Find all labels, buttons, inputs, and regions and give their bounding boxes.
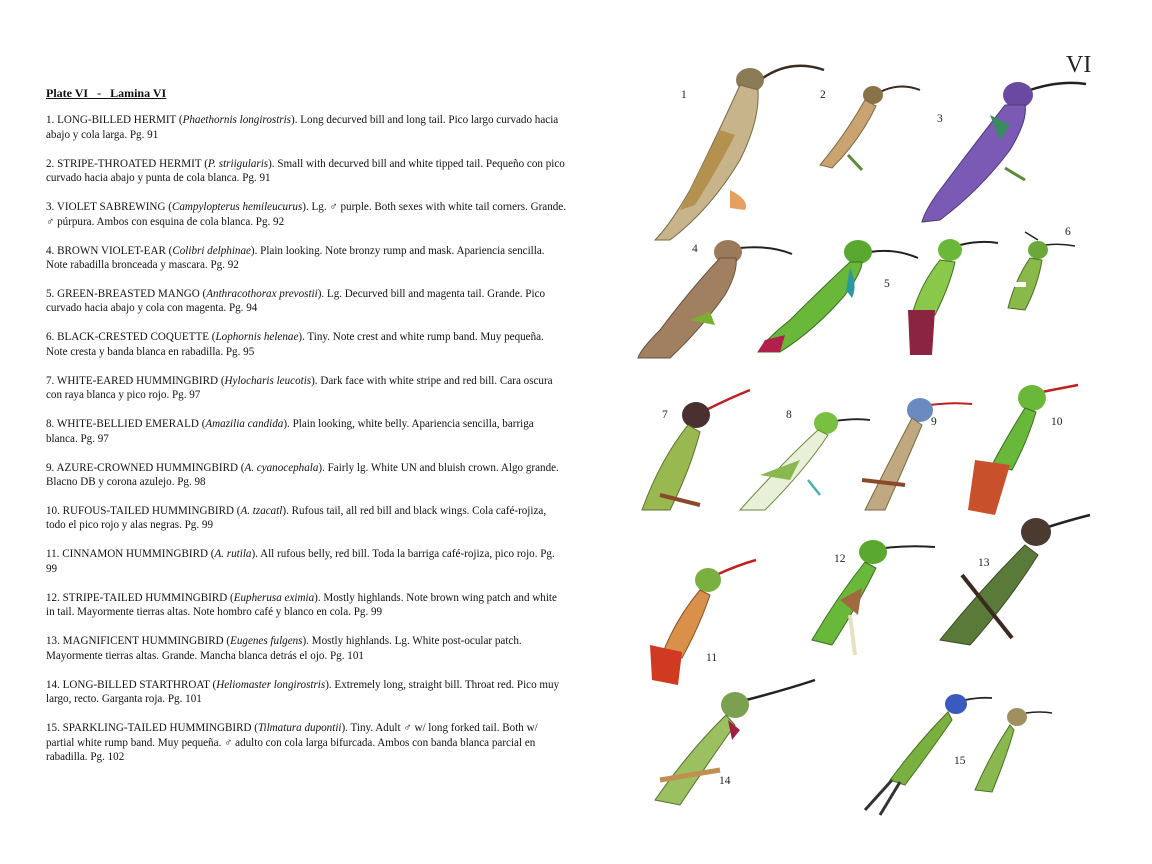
- species-entry: [46, 244, 566, 273]
- species-entry: [46, 157, 566, 186]
- scientific-name: A. cyanocephala: [244, 461, 319, 474]
- entry-text: 10. RUFOUS-TAILED HUMMINGBIRD (: [46, 505, 241, 518]
- bird-number-5: 5: [884, 278, 890, 290]
- plate-text-column: [46, 86, 566, 779]
- species-entry: [46, 678, 566, 707]
- bird-number-8: 8: [786, 409, 792, 421]
- scientific-name: A. tzacatl: [240, 505, 283, 518]
- species-list: [46, 113, 566, 764]
- species-entry: [46, 330, 566, 359]
- species-entry: [46, 287, 566, 316]
- entry-text: 12. STRIPE-TAILED HUMMINGBIRD (: [46, 591, 234, 604]
- scientific-name: Hylocharis leucotis: [224, 374, 312, 387]
- entry-text: ). Fairly lg. White UN and bluish crown. Algo grande. Blacno DB y corona azulejo. Pg. 98: [46, 461, 559, 489]
- bird-illustration-9: [862, 398, 972, 510]
- species-entry: [46, 374, 566, 403]
- entry-text: 4. BROWN VIOLET-EAR (: [46, 244, 173, 257]
- entry-text: ). Lg. Decurved bill and magenta tail. Grande. Pico curvado hacia abajo y cola con magenta. Pg. 94: [46, 288, 546, 315]
- entry-text: 9. AZURE-CROWNED HUMMINGBIRD (: [46, 461, 245, 474]
- bird-number-3: 3: [937, 113, 943, 125]
- entry-text: ). Lg. ♂ purple. Both sexes with white tail corners. Grande. ♂ púrpura. Ambos con esquina de cola blanca. Pg. 92: [46, 201, 567, 228]
- entry-text: 15. SPARKLING-TAILED HUMMINGBIRD (: [46, 722, 258, 735]
- bird-number-15: 15: [954, 755, 966, 767]
- bird-number-10: 10: [1051, 416, 1063, 428]
- species-entry: [46, 591, 566, 620]
- scientific-name: Colibri delphinae: [172, 244, 251, 257]
- species-entry: [46, 721, 566, 764]
- scientific-name: Eugenes fulgens: [230, 635, 303, 648]
- entry-text: ). Long decurved bill and long tail. Pico largo curvado hacia abajo y cola larga. Pg. 91: [46, 114, 559, 141]
- bird-number-11: 11: [706, 652, 718, 664]
- bird-number-1: 1: [681, 89, 687, 101]
- entry-text: ). Dark face with white stripe and red bill. Cara oscura con raya blanca y pico rojo. Pg. 97: [46, 374, 553, 402]
- entry-text: 5. GREEN-BREASTED MANGO (: [46, 288, 207, 301]
- bird-illustration-5b: [908, 239, 998, 355]
- scientific-name: A. rutila: [214, 548, 252, 561]
- bird-illustration-8: [740, 412, 870, 510]
- entry-text: 2. STRIPE-THROATED HERMIT (: [46, 157, 208, 170]
- bird-number-6: 6: [1065, 226, 1071, 238]
- entry-text: 6. BLACK-CRESTED COQUETTE (: [46, 331, 216, 344]
- scientific-name: P. striigularis: [207, 157, 269, 170]
- bird-illustration-14: [655, 680, 815, 805]
- entry-text: ). Rufous tail, all red bill and black wings. Cola café-rojiza, todo el pico rojo y alas negras. Pg. 99: [46, 505, 547, 532]
- entry-text: 14. LONG-BILLED STARTHROAT (: [46, 678, 217, 691]
- bird-illustration-2: [820, 86, 920, 170]
- species-entry: [46, 417, 566, 446]
- scientific-name: Heliomaster longirostris: [216, 678, 326, 691]
- hummingbird-illustrations: [600, 40, 1152, 840]
- bird-illustration-6: [1008, 232, 1075, 310]
- bird-number-12: 12: [834, 553, 846, 565]
- scientific-name: Amazilia candida: [205, 418, 284, 431]
- bird-illustration-15a: [865, 694, 992, 815]
- entry-text: ). Extremely long, straight bill. Throat red. Pico muy largo, recto. Garganta roja. Pg. 101: [46, 678, 560, 706]
- entry-text: 7. WHITE-EARED HUMMINGBIRD (: [46, 374, 225, 387]
- bird-number-13: 13: [978, 557, 990, 569]
- scientific-name: Phaethornis longirostris: [182, 114, 291, 127]
- species-entry: [46, 200, 566, 229]
- bird-illustration-5: [758, 240, 918, 352]
- bird-illustration-7: [642, 390, 750, 510]
- bird-illustration-11: [650, 560, 756, 685]
- bird-number-7: 7: [662, 409, 668, 421]
- bird-illustration-13: [940, 515, 1090, 645]
- bird-number-9: 9: [931, 416, 937, 428]
- entry-text: ). Tiny. Adult ♂ w/ long forked tail. Both w/ partial white rump band. Muy pequeña. ♂ adulto con cola larga bifurcada. Ambos con banda blanca parcial en rabadilla. Pg. 102: [46, 722, 538, 763]
- entry-text: ). Small with decurved bill and white tipped tail. Pequeño con pico curvado hacia abajo y punta de cola blanca. Pg. 91: [46, 157, 565, 185]
- bird-illustration-12: [812, 540, 935, 655]
- entry-text: ). Plain looking, white belly. Apariencia sencilla, barriga blanca. Pg. 97: [46, 418, 534, 445]
- entry-text: ). All rufous belly, red bill. Toda la barriga café-rojiza, pico rojo. Pg. 99: [46, 548, 555, 575]
- species-entry: [46, 113, 566, 142]
- bird-illustration-10: [968, 385, 1078, 515]
- scientific-name: Campylopterus hemileucurus: [171, 201, 303, 214]
- entry-text: 8. WHITE-BELLIED EMERALD (: [46, 418, 206, 431]
- scientific-name: Anthracothorax prevostii: [206, 288, 318, 301]
- entry-text: ). Tiny. Note crest and white rump band. Muy pequeña. Note cresta y banda blanca en rabadilla. Pg. 95: [46, 331, 544, 358]
- bird-illustration-15b: [975, 708, 1052, 792]
- species-entry: [46, 504, 566, 533]
- bird-illustration-1: [655, 66, 824, 240]
- entry-text: ). Plain looking. Note bronzy rump and mask. Apariencia sencilla. Note rabadilla bronceada y mascara. Pg. 92: [46, 244, 545, 272]
- entry-text: ). Mostly highlands. Note brown wing patch and white in tail. Mayormente tierras altas. Note hombro café y blanco en cola. Pg. 99: [46, 591, 557, 619]
- species-entry: [46, 461, 566, 490]
- species-entry: [46, 634, 566, 663]
- plate-roman-numeral: VI: [1066, 52, 1092, 78]
- entry-text: 3. VIOLET SABREWING (: [46, 201, 172, 214]
- scientific-name: Tilmatura dupontii: [257, 722, 342, 735]
- entry-text: 11. CINNAMON HUMMINGBIRD (: [46, 548, 215, 561]
- scientific-name: Lophornis helenae: [215, 331, 299, 344]
- species-entry: [46, 547, 566, 576]
- plate-title: Plate VI - Lamina VI: [46, 86, 167, 100]
- bird-number-4: 4: [692, 243, 698, 255]
- bird-illustration-3: [922, 82, 1086, 222]
- entry-text: 13. MAGNIFICENT HUMMINGBIRD (: [46, 635, 231, 648]
- bird-number-2: 2: [820, 89, 826, 101]
- scientific-name: Eupherusa eximia: [233, 591, 315, 604]
- entry-text: 1. LONG-BILLED HERMIT (: [46, 114, 183, 127]
- bird-number-14: 14: [719, 775, 731, 787]
- entry-text: ). Mostly highlands. Lg. White post-ocular patch. Mayormente tierras altas. Grande. Mancha blanca detrás el ojo. Pg. 101: [46, 635, 522, 662]
